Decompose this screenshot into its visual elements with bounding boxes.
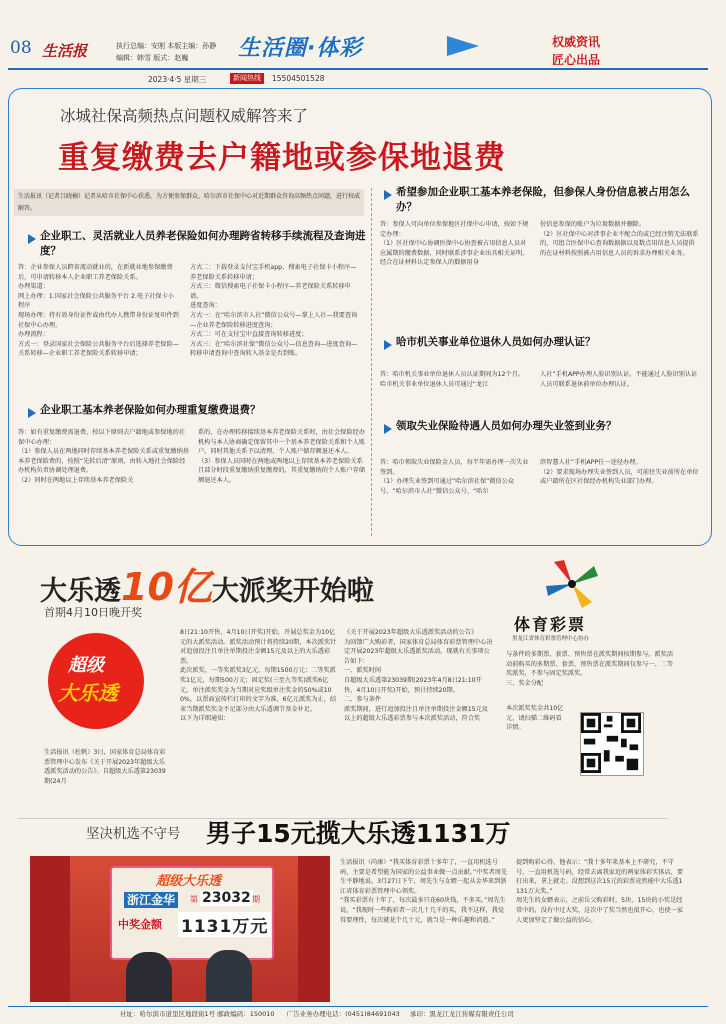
footer-printer: 承印：黑龙江龙江传媒有限责任公司 (409, 1010, 514, 1018)
credits-line-1: 执行总编：安刚 本版主编：孙静 (116, 42, 217, 50)
q1-answer-col1: 答：企业参保人员跨省流动就业的，在新就业地参保缴费后，可申请转移本人企业职工养老保险关系。 办理渠道： 网上办理：1.国家社会保险公共服务平台 2.电子社保卡小程序 现场办理：持有效身份证件或由代办人携带身份证复印件到社保中心办理。 办理流程： 方式一：登录国家社会保险公共服务平台后选择养老保险—关系转移—企业职工养老保险关系转移申请； (18, 264, 179, 358)
q2-heading: 企业职工基本养老保险如何办理重复缴费退费？ (40, 404, 261, 416)
photo-brand: 超级大乐透 (156, 874, 222, 889)
photo-amount: 1131万元 (178, 912, 271, 937)
footer-rule (8, 1006, 708, 1007)
article3-col2: 提到购彩心得，他表示：“我十多年来基本上不研究，不守号，一直用机选号码，经常去离我家近的两家体彩实体店，要打出来，拿上就走。没想到这次15元的彩票竟然能中大乐透1131万大奖。” 周先生的女婿表示，之前岳父购彩时，5块、15块的小奖是经常中的，没有中过大奖，这次中了奖当然也很开心，也使一家人更加坚定了做公益的信心。 (516, 859, 684, 924)
q4-heading: 哈市机关事业单位退休人员如何办理认证？ (396, 336, 596, 348)
article1-lead: 生活报讯（记者吕晓楠）记者从哈市社保中心获悉，为方便参保群众，哈尔滨市社保中心对近期群众咨询高频热点问题，进行权威解答。 (18, 193, 360, 212)
photo-issue-suffix: 期 (252, 895, 260, 904)
q4-marker-icon (384, 340, 392, 350)
winner-photo (30, 856, 330, 1002)
article1-headline: 重复缴费去户籍地或参保地退费 (58, 140, 506, 176)
credits-line-2: 编辑：韩雪 版式：赵巍 (116, 54, 189, 62)
q4-answer-col1: 答：哈市机关事业单位退休人员认证期间为12个月。哈市机关事业单位退休人员可通过“龙江 (380, 371, 524, 388)
badge-text-1: 超级 (68, 655, 104, 676)
article2-col3: 《关于开展2023年超级大乐透派奖活动的公告》 为回馈广大购彩者，国家体育总局体育彩票管理中心决定开展2023年超级大乐透派奖活动。现就有关事项公告如下： 一、派奖时间 自超级大乐透第23039期(2023年4月8日21:10开售，4月10日开奖)开始，预计持续20期。 二、参与条件 派奖期间，进行追加投注且单注单期投注金额15元及以上的超级大乐透彩票参与本次派奖活动，符合奖 (344, 629, 493, 723)
q3-marker-icon (384, 190, 392, 200)
article3-headline: 男子15元揽大乐透1131万 (206, 819, 511, 848)
super-lotto-badge (48, 633, 144, 729)
photo-province: 浙江金华 (124, 892, 178, 908)
slogan-1: 权威资讯 (552, 35, 601, 49)
article2-col4b: 本次派奖奖金共10亿元，请扫描二维码看详情。 (506, 705, 564, 732)
photo-panel-right (298, 856, 330, 1002)
footer-ad-phone: (0451)84691043 (345, 1010, 400, 1018)
q3-heading: 希望参加企业职工基本养老保险，但参保人身份信息被占用怎么办？ (396, 186, 690, 213)
person-right (206, 950, 252, 1002)
header-rule (8, 68, 708, 70)
article2-col2: 8日21:10开售，4月10日开奖)开始，开展总奖金为10亿元的大派奖活动。派奖活动预计将持续20期，本次派奖针对追加投注且单注单期投注金额15元及以上的大乐透彩票。 此次派奖，一等奖派奖3亿元，每期1500万元；二等奖派奖1亿元，每期500万元；固定奖(三至九等奖)派奖6亿元，单注派奖奖金为当期对应奖级单注奖金的50%或100%，以票面宣传栏打印的文字为准，6亿元派奖为止，结束当期派奖奖金不足部分由大乐透调节基金补足。 以下为详细通知： (180, 629, 337, 723)
brand-name: 体育彩票 (514, 615, 587, 634)
sports-lottery-emblem-icon (542, 556, 602, 612)
qr-code[interactable] (580, 712, 644, 776)
footer (120, 1009, 514, 1018)
page-number: 08 (10, 38, 32, 58)
sports-lottery-logo (512, 556, 680, 646)
footer-address: 社址：哈尔滨市道里区地段街1号 邮政编码：150010 (120, 1010, 275, 1018)
q3-answer-col2: 份信息参保的账户为垃圾数据并删除。 （2）区社保中心对涉事企业不配合的或已经注销无法联系的，可组合医保中心查询数据据以及数点用信息人员提供的在证材料按照被占用信息人员的诉求办理相关业务。 (540, 221, 699, 257)
q5-heading: 领取失业保险待遇人员如何办理失业签到业务？ (396, 420, 617, 432)
column-divider (371, 188, 373, 536)
article2-col1: 生活报讯（杜帆）3日，国家体育总局体育彩票管理中心发布《关于开展2023年超级大乐透派奖活动的公告》。自超级大乐透第23039期(24月 (44, 749, 166, 785)
photo-issue-label: 第 (190, 895, 198, 904)
q5-answer-col2: 滨智慧人社”手机APP任一途径办理。 （2）要求现场办理失业签到人员，可前往失业前所在单位或户籍所在区社保经办机构失业部门办理。 (540, 459, 699, 486)
article2-subline: 首期4月10日晚开奖 (44, 606, 142, 619)
headline-part-1: 大乐透 (40, 576, 121, 607)
slogan-2: 匠心出品 (552, 53, 601, 67)
q2-answer-col2: 系的，在办理转移接续基本养老保险关系时，由社会保险经办机构与本人协商确定保留其中一个基本养老保险关系和个人账户，同时其他关系予以清理，个人账户储存额退还本人。 （3）参保人员同时在两地或两地以上存续基本养老保险关系且部分时段重复缴纳重复缴费的，其重复缴纳的个人账户存储额退还本人。 (198, 429, 366, 484)
q4-answer-col2: 人社”手机APP办理人脸识别认证，不能通过人脸识别认证人员可联系退休前单位办理认证。 (540, 371, 698, 388)
hotline-badge: 新闻热线 (230, 73, 264, 84)
article2-col4: 与条件的多期票、套票、预售票在派奖期间按期参与。派奖活动前购买的多期票、套票、预售票在派奖期间仅参与一、二等奖派奖，不参与固定奖派奖。 三、奖金分配 (506, 651, 674, 687)
photo-issue: 23032 (202, 890, 251, 906)
masthead (0, 0, 726, 90)
qr-code-icon (581, 713, 641, 773)
q5-marker-icon (384, 424, 392, 434)
article1-kicker: 冰城社保高频热点问题权威解答来了 (60, 107, 309, 125)
person-left (126, 952, 172, 1002)
hotline-number: 15504501528 (272, 74, 325, 83)
headline-highlight: 10亿 (121, 565, 212, 609)
section-title: 生活圈·体彩 (238, 36, 363, 61)
q1-heading: 企业职工、灵活就业人员养老保险如何办理跨省转移手续流程及查询进度？ (40, 230, 366, 257)
badge-text-2: 大乐透 (58, 681, 118, 705)
q5-answer-col1: 答：哈市领取失业保险金人员，每半年需办理一次失业签到。 （1）办理失业签到可通过“哈尔滨社保”微信公众号、“哈尔滨市人社”微信公众号、“哈尔 (380, 459, 529, 495)
q1-answer-col2: 方式二：下载登录支付宝手机app，搜索电子社保卡小程序—养老保险关系转移申请； 方式三：微信搜索电子社保卡小程序—养老保险关系转移申请。 进度查询： 方式一：在“哈尔滨市人社”微信公众号—掌上人社—我要查询—企业养老保险转移进度查询； 方式二：可在支付宝中直接查询转移进度； 方式三：在“哈尔滨社保”微信公众号—信息查询—进度查询—转移申请查询中查询转入基金是否到账。 (190, 264, 358, 358)
photo-panel-left (30, 856, 70, 1002)
paper-name: 生活报 (42, 42, 88, 60)
footer-ad-label: 广告业务办理电话： (286, 1010, 346, 1018)
article3-col1: 生活报讯（尚康）“我买体育彩票十多年了，一直用机选号码，主要是希望能为国家的公益事业做一点贡献。”中奖者周先生平静地说。3月27日下午，周先生与女婿一起从金华来到浙江省体育彩票管理中心领奖。 “我买彩票有十年了，每次最多只花60块钱，不多买。”周先生说，“我现时一些购彩者一次几十几千的买，我不这样，我觉得要理性，每次就花个几十元，就当是一种乐趣和消遣。” (340, 859, 508, 924)
article3-kicker: 坚决机选不守号 (86, 826, 181, 842)
q1-marker-icon (28, 234, 36, 244)
brand-sub: 黑龙江省体育彩票管理中心协办 (512, 636, 590, 642)
q3-answer-col1: 答：参保人可向单位参保地区社保中心申请，按如下规定办理： （1）区社保中心协调医保中心协查被占用信息人员对应属期的缴费数据，同时联系涉事企业出具相关证明。经合在证材料认定参保人的数据用身 (380, 221, 529, 267)
header-arrow-icon (447, 36, 479, 56)
q2-answer-col1: 答：如有重复缴费需退费，按以下原则去户籍地或参保地的社保中心办理： （1）参保人员在两地同时存续基本养老保险关系或重复缴纳基本养老保险费的，按照“先转后清”原则，由转入地社会保险经办机构负责协调处理退费。 （2）同时在两地以上存续基本养老保险关 (18, 429, 189, 484)
photo-prize-label: 中奖金额 (118, 918, 162, 931)
q2-marker-icon (28, 408, 36, 418)
article2-headline (40, 556, 374, 611)
headline-part-2: 大派奖开始啦 (211, 576, 374, 607)
issue-date: 2023·4·5 星期三 (148, 75, 207, 84)
